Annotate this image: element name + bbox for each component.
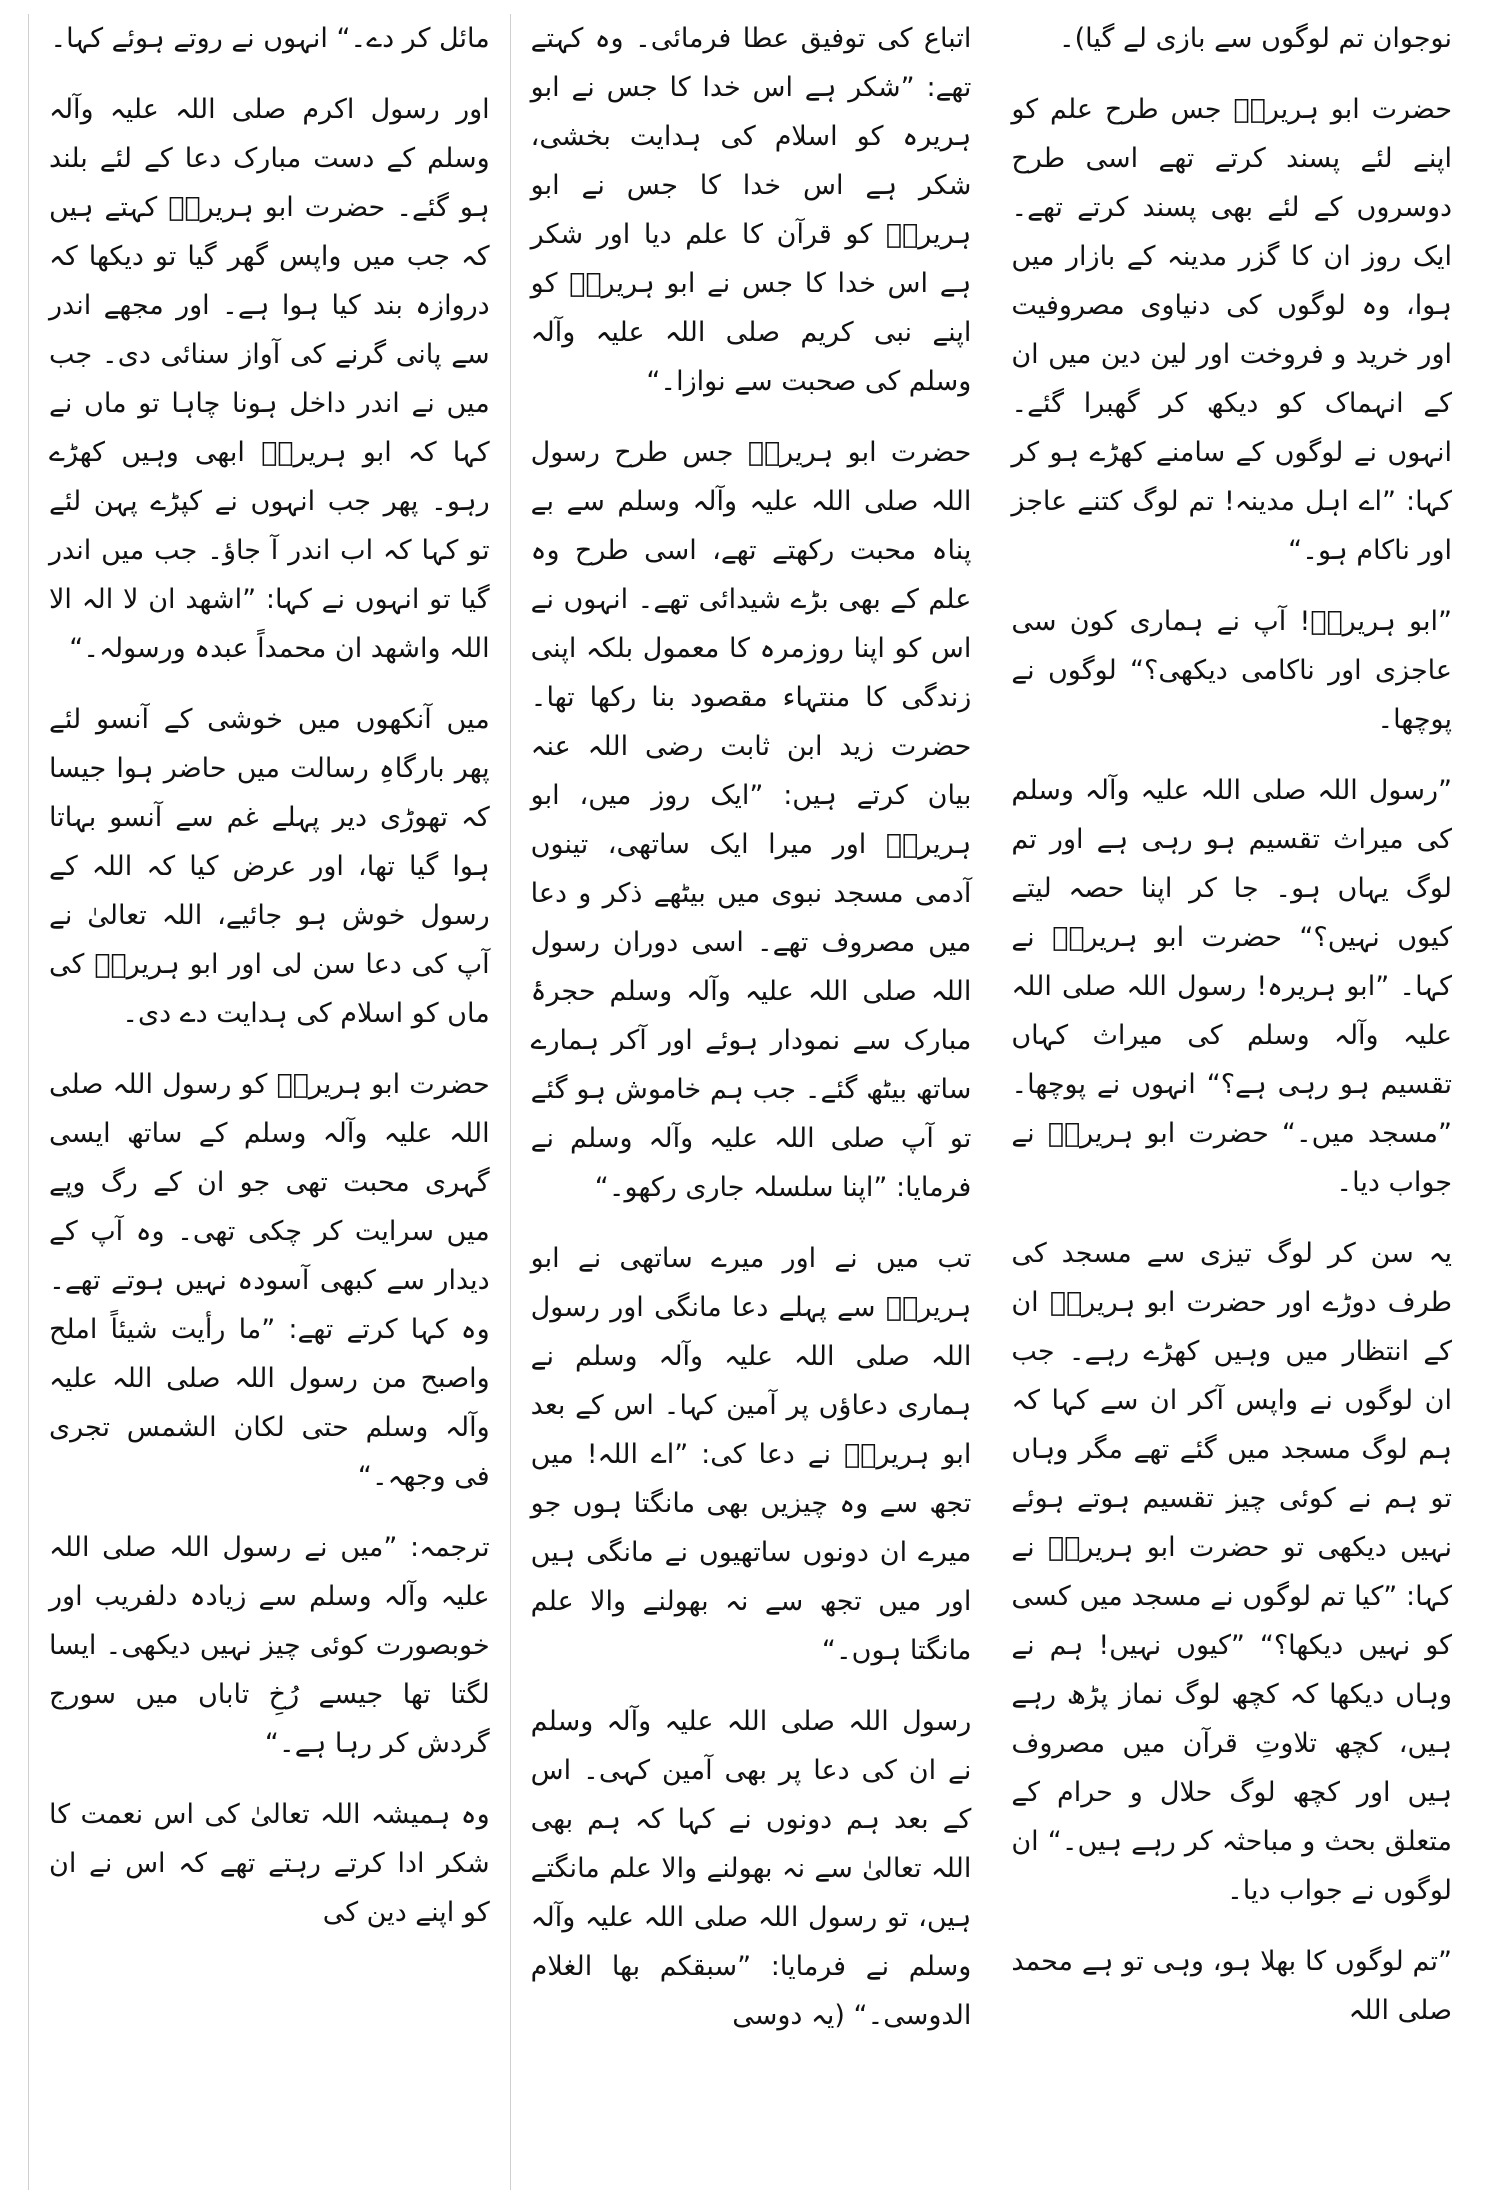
paragraph: میں آنکھوں میں خوشی کے آنسو لئے پھر بارگاہِ رسالت میں حاضر ہوا جیسا کہ تھوڑی دیر پہلے غم سے آنسو بہاتا ہوا گیا تھا، اور عرض کیا کہ اللہ کے رسول خوش ہو جائیے، اللہ تعالیٰ نے آپ کی دعا سن لی اور ابو ہریرہؓ کی ماں کو اسلام کی ہدایت دے دی۔	[49, 704, 490, 1029]
paragraph: اور رسول اکرم صلی اللہ علیہ وآلہ وسلم کے دست مبارک دعا کے لئے بلند ہو گئے۔ حضرت ابو ہریرہؓ کہتے ہیں کہ جب میں واپس گھر گیا تو دیکھا کہ دروازہ بند کیا ہوا ہے۔ اور مجھے اندر سے پانی گرنے کی آواز سنائی دی۔ جب میں نے اندر داخل ہونا چاہا تو ماں نے کہا کہ ابو ہریرہؓ ابھی وہیں کھڑے رہو۔ پھر جب انہوں نے کپڑے پہن لئے تو کہا کہ اب اندر آ جاؤ۔ جب میں اندر گیا تو انہوں نے کہا: ”اشھد ان لا الہ الا اللہ واشھد ان محمداً عبدہ ورسولہ۔“	[49, 94, 490, 664]
column-left	[991, 14, 1472, 2190]
paragraph: ترجمہ: ”میں نے رسول اللہ صلی اللہ علیہ وآلہ وسلم سے زیادہ دلفریب اور خوبصورت کوئی چیز نہیں دیکھی۔ ایسا لگتا تھا جیسے رُخِ تاباں میں سورج گردش کر رہا ہے۔“	[49, 1532, 490, 1759]
paragraph: مائل کر دے۔“ انہوں نے روتے ہوئے کہا۔	[50, 23, 490, 54]
paragraph: حضرت ابو ہریرہؓ کو رسول اللہ صلی اللہ علیہ وآلہ وسلم کے ساتھ ایسی گہری محبت تھی جو ان کے رگ وپے میں سرایت کر چکی تھی۔ وہ آپ کے دیدار سے کبھی آسودہ نہیں ہوتے تھے۔ وہ کہا کرتے تھے: ”ما رأیت شیئاً املح واصبح من رسول اللہ صلی اللہ علیہ وآلہ وسلم حتی لکان الشمس تجری فی وجھہ۔“	[49, 1069, 490, 1492]
paragraph: یہ سن کر لوگ تیزی سے مسجد کی طرف دوڑے اور حضرت ابو ہریرہؓ ان کے انتظار میں وہیں کھڑے رہے۔ جب ان لوگوں نے واپس آکر ان سے کہا کہ ہم لوگ مسجد میں گئے تھے مگر وہاں تو ہم نے کوئی چیز تقسیم ہوتے ہوئے نہیں دیکھی تو حضرت ابو ہریرہؓ نے کہا: ”کیا تم لوگوں نے مسجد میں کسی کو نہیں دیکھا؟“ ”کیوں نہیں! ہم نے وہاں دیکھا کہ کچھ لوگ نماز پڑھ رہے ہیں، کچھ تلاوتِ قرآن میں مصروف ہیں اور کچھ لوگ حلال و حرام کے متعلق بحث و مباحثہ کر رہے ہیں۔“ ان لوگوں نے جواب دیا۔	[1011, 1238, 1453, 1906]
column-right	[28, 14, 510, 2190]
paragraph: وہ ہمیشہ اللہ تعالیٰ کی اس نعمت کا شکر ادا کرتے رہتے تھے کہ اس نے ان کو اپنے دین کی	[49, 1799, 490, 1928]
column-middle	[510, 14, 992, 2190]
paragraph: حضرت ابو ہریرہؓ جس طرح علم کو اپنے لئے پسند کرتے تھے اسی طرح دوسروں کے لئے بھی پسند کرتے تھے۔ ایک روز ان کا گزر مدینہ کے بازار میں ہوا، وہ لوگوں کی دنیاوی مصروفیت اور خرید و فروخت اور لین دین میں ان کے انہماک کو دیکھ کر گھبرا گئے۔ انہوں نے لوگوں کے سامنے کھڑے ہو کر کہا: ”اے اہل مدینہ! تم لوگ کتنے عاجز اور ناکام ہو۔“	[1011, 94, 1453, 566]
paragraph: تب میں نے اور میرے ساتھی نے ابو ہریرہؓ سے پہلے دعا مانگی اور رسول اللہ صلی اللہ علیہ وآلہ وسلم نے ہماری دعاؤں پر آمین کہا۔ اس کے بعد ابو ہریرہؓ نے دعا کی: ”اے اللہ! میں تجھ سے وہ چیزیں بھی مانگتا ہوں جو میرے ان دونوں ساتھیوں نے مانگی ہیں اور میں تجھ سے نہ بھولنے والا علم مانگتا ہوں۔“	[530, 1243, 972, 1666]
paragraph: اتباع کی توفیق عطا فرمائی۔ وہ کہتے تھے: ”شکر ہے اس خدا کا جس نے ابو ہریرہ کو اسلام کی ہدایت بخشی، شکر ہے اس خدا کا جس نے ابو ہریرہؓ کو قرآن کا علم دیا اور شکر ہے اس خدا کا جس نے ابو ہریرہؓ کو اپنے نبی کریم صلی اللہ علیہ وآلہ وسلم کی صحبت سے نوازا۔“	[530, 23, 972, 397]
paragraph: نوجوان تم لوگوں سے بازی لے گیا)۔	[1058, 23, 1453, 54]
paragraph: حضرت ابو ہریرہؓ جس طرح رسول اللہ صلی اللہ علیہ وآلہ وسلم سے بے پناہ محبت رکھتے تھے، اسی طرح وہ علم کے بھی بڑے شیدائی تھے۔ انہوں نے اس کو اپنا روزمرہ کا معمول بلکہ اپنی زندگی کا منتہاء مقصود بنا رکھا تھا۔ حضرت زید ابن ثابت رضی اللہ عنہ بیان کرتے ہیں: ”ایک روز میں، ابو ہریرہؓ اور میرا ایک ساتھی، تینوں آدمی مسجد نبوی میں بیٹھے ذکر و دعا میں مصروف تھے۔ اسی دوران رسول اللہ صلی اللہ علیہ وآلہ وسلم حجرۂ مبارک سے نمودار ہوئے اور آکر ہمارے ساتھ بیٹھ گئے۔ جب ہم خاموش ہو گئے تو آپ صلی اللہ علیہ وآلہ وسلم نے فرمایا: ”اپنا سلسلہ جاری رکھو۔“	[530, 437, 972, 1203]
paragraph: رسول اللہ صلی اللہ علیہ وآلہ وسلم نے ان کی دعا پر بھی آمین کہی۔ اس کے بعد ہم دونوں نے کہا کہ ہم بھی اللہ تعالیٰ سے نہ بھولنے والا علم مانگتے ہیں، تو رسول اللہ صلی اللہ علیہ وآلہ وسلم نے فرمایا: ”سبقکم بھا الغلام الدوسی۔“ (یہ دوسی	[530, 1706, 972, 2031]
paragraph: ”رسول اللہ صلی اللہ علیہ وآلہ وسلم کی میراث تقسیم ہو رہی ہے اور تم لوگ یہاں ہو۔ جا کر اپنا حصہ لیتے کیوں نہیں؟“ حضرت ابو ہریرہؓ نے کہا۔ ”ابو ہریرہ! رسول اللہ صلی اللہ علیہ وآلہ وسلم کی میراث کہاں تقسیم ہو رہی ہے؟“ انہوں نے پوچھا۔ ”مسجد میں۔“ حضرت ابو ہریرہؓ نے جواب دیا۔	[1011, 775, 1453, 1198]
paragraph: ”ابو ہریرہؓ! آپ نے ہماری کون سی عاجزی اور ناکامی دیکھی؟“ لوگوں نے پوچھا۔	[1011, 606, 1453, 735]
paragraph: ”تم لوگوں کا بھلا ہو، وہی تو ہے محمد صلی اللہ	[1011, 1946, 1453, 2026]
